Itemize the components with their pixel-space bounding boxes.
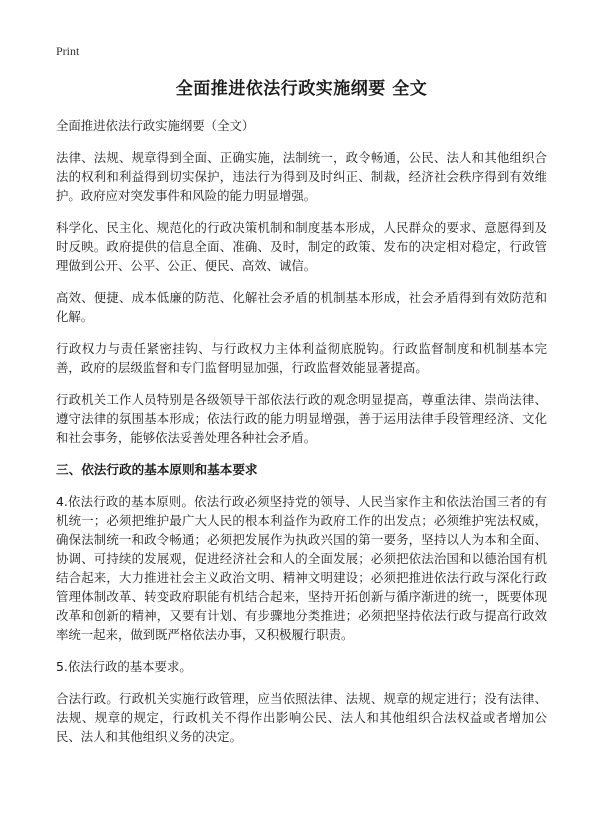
paragraph-decision-making: 科学化、民主化、规范化的行政决策机制和制度基本形成，人民群众的要求、意愿得到及时反映。政府提供的信息全面、准确、及时，制定的政策、发布的决定相对稳定，行政管理做到公开、公平、公正、便民、高效、诚信。 xyxy=(56,220,547,273)
paragraph-rule-of-law: 法律、法规、规章得到全面、正确实施，法制统一，政令畅通，公民、法人和其他组织合法的权利和利益得到切实保护，违法行为得到及时纠正、制裁，经济社会秩序得到有效维护。政府应对突发事件和风险的能力明显增强。 xyxy=(56,150,547,203)
section-heading: 三、依法行政的基本原则和基本要求 xyxy=(56,462,258,477)
paragraph-administrative-power: 行政权力与责任紧密挂钩、与行政权力主体利益彻底脱钩。行政监督制度和机制基本完善，政府的层级监督和专门监督明显加强，行政监督效能显著提高。 xyxy=(56,341,547,375)
paragraph-basic-requirements-heading: 5.依法行政的基本要求。 xyxy=(56,659,192,674)
document-title: 全面推进依法行政实施纲要 全文 xyxy=(175,79,428,99)
paragraph-conflict-resolution: 高效、便捷、成本低廉的防范、化解社会矛盾的机制基本形成，社会矛盾得到有效防范和化解。 xyxy=(56,290,547,324)
paragraph-lawful-administration: 合法行政。行政机关实施行政管理，应当依照法律、法规、规章的规定进行；没有法律、法规、规章的规定，行政机关不得作出影响公民、法人和其他组织合法权益或者增加公民、法人和其他组织义务的决定。 xyxy=(56,691,547,744)
paragraph-basic-principles: 4.依法行政的基本原则。依法行政必须坚持党的领导、人民当家作主和依法治国三者的有机统一；必须把维护最广大人民的根本利益作为政府工作的出发点；必须维护宪法权威，确保法制统一和政令畅通；必须把发展作为执政兴国的第一要务，坚持以人为本和全面、协调、可持续的发展观，促进经济社会和人的全面发展；必须把依法治国和以德治国有机结合起来，大力推进社会主义政治文明、精神文明建设；必须把推进依法行政与深化行政管理体制改革、转变政府职能有机结合起来，坚持开拓创新与循序渐进的统一，既要体现改革和创新的精神，又要有计划、有步骤地分类推进；必须把坚持依法行政与提高行政效率统一起来，做到既严格依法办事，又积极履行职责。 xyxy=(56,494,547,642)
print-label: Print xyxy=(56,44,80,58)
paragraph-staff-awareness: 行政机关工作人员特别是各级领导干部依法行政的观念明显提高，尊重法律、崇尚法律、遵守法律的氛围基本形成；依法行政的能力明显增强，善于运用法律手段管理经济、文化和社会事务，能够依法妥善处理各种社会矛盾。 xyxy=(56,392,547,445)
document-subtitle: 全面推进依法行政实施纲要（全文） xyxy=(56,118,255,133)
